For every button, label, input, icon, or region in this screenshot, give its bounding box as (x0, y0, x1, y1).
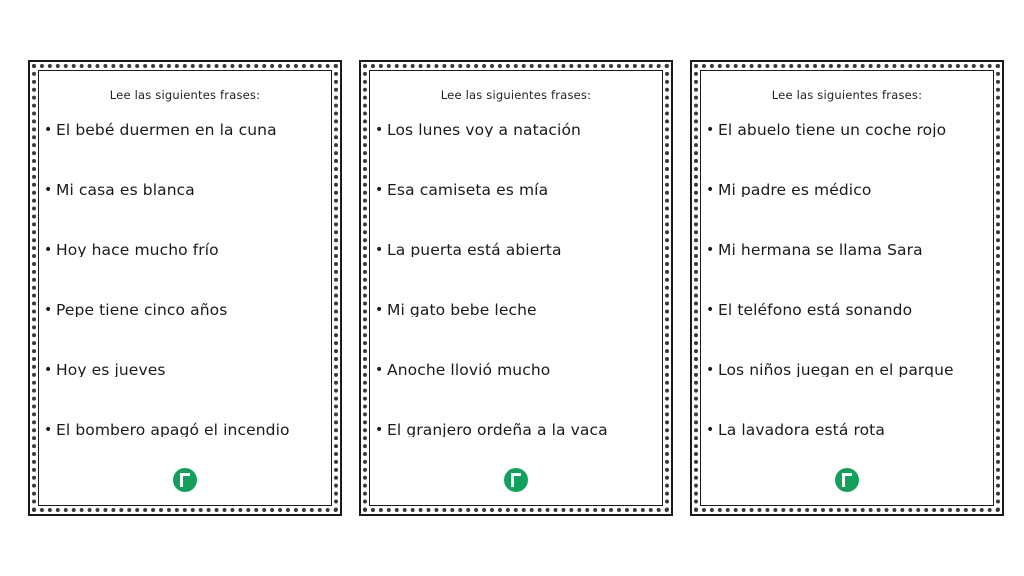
phrase-item (44, 360, 326, 420)
bullet-icon: • (375, 362, 384, 378)
phrase-text: Pepe tiene cinco años (56, 301, 228, 317)
phrase-item (375, 180, 657, 240)
phrase-text: Mi gato bebe leche (387, 301, 537, 317)
bullet-icon: • (44, 122, 53, 138)
phrase-text: El granjero ordeña a la vaca (387, 421, 608, 437)
worksheet-title: Lee las siguientes frases: (440, 88, 592, 102)
phrase-item (375, 240, 657, 300)
worksheet-2 (359, 60, 673, 516)
bullet-icon: • (44, 362, 53, 378)
bullet-icon: • (375, 302, 384, 318)
phrase-text: El bombero apagó el incendio (56, 421, 290, 437)
logo-glyph-icon (180, 473, 190, 487)
worksheet-title: Lee las siguientes frases: (771, 88, 923, 102)
bullet-icon: • (375, 242, 384, 258)
logo-glyph-icon (842, 473, 852, 487)
bullet-icon: • (706, 182, 715, 198)
bullet-icon: • (375, 122, 384, 138)
worksheet-1 (28, 60, 342, 516)
phrase-text: Mi padre es médico (718, 181, 872, 197)
phrase-text: Mi casa es blanca (56, 181, 195, 197)
bullet-icon: • (44, 422, 53, 438)
phrase-item (375, 300, 657, 360)
bullet-icon: • (44, 302, 53, 318)
phrase-list (706, 120, 988, 480)
phrase-item (706, 180, 988, 240)
phrase-item (706, 300, 988, 360)
worksheet-title: Lee las siguientes frases: (109, 88, 261, 102)
logo-glyph-icon (511, 473, 521, 487)
phrase-text: Los niños juegan en el parque (718, 361, 954, 377)
phrase-text: La lavadora está rota (718, 421, 885, 437)
phrase-text: Esa camiseta es mía (387, 181, 549, 197)
bullet-icon: • (706, 422, 715, 438)
phrase-item (44, 240, 326, 300)
bullet-icon: • (706, 302, 715, 318)
phrase-item (706, 240, 988, 300)
phrase-text: El bebé duermen en la cuna (56, 121, 277, 137)
worksheet-3 (690, 60, 1004, 516)
phrase-text: Hoy es jueves (56, 361, 166, 377)
phrase-item (706, 360, 988, 420)
bullet-icon: • (44, 242, 53, 258)
bullet-icon: • (44, 182, 53, 198)
phrase-list (375, 120, 657, 480)
phrase-item (44, 180, 326, 240)
phrase-list (44, 120, 326, 480)
phrase-text: La puerta está abierta (387, 241, 562, 257)
green-circle-logo-icon (173, 468, 197, 492)
bullet-icon: • (375, 182, 384, 198)
phrase-text: Anoche llovió mucho (387, 361, 551, 377)
phrase-item (44, 120, 326, 180)
phrase-text: El abuelo tiene un coche rojo (718, 121, 947, 137)
phrase-text: Los lunes voy a natación (387, 121, 581, 137)
bullet-icon: • (706, 122, 715, 138)
phrase-item (375, 120, 657, 180)
green-circle-logo-icon (835, 468, 859, 492)
bullet-icon: • (375, 422, 384, 438)
phrase-item (375, 360, 657, 420)
bullet-icon: • (706, 362, 715, 378)
phrase-item (706, 120, 988, 180)
phrase-text: El teléfono está sonando (718, 301, 913, 317)
green-circle-logo-icon (504, 468, 528, 492)
bullet-icon: • (706, 242, 715, 258)
phrase-item (44, 300, 326, 360)
phrase-text: Mi hermana se llama Sara (718, 241, 923, 257)
phrase-text: Hoy hace mucho frío (56, 241, 219, 257)
